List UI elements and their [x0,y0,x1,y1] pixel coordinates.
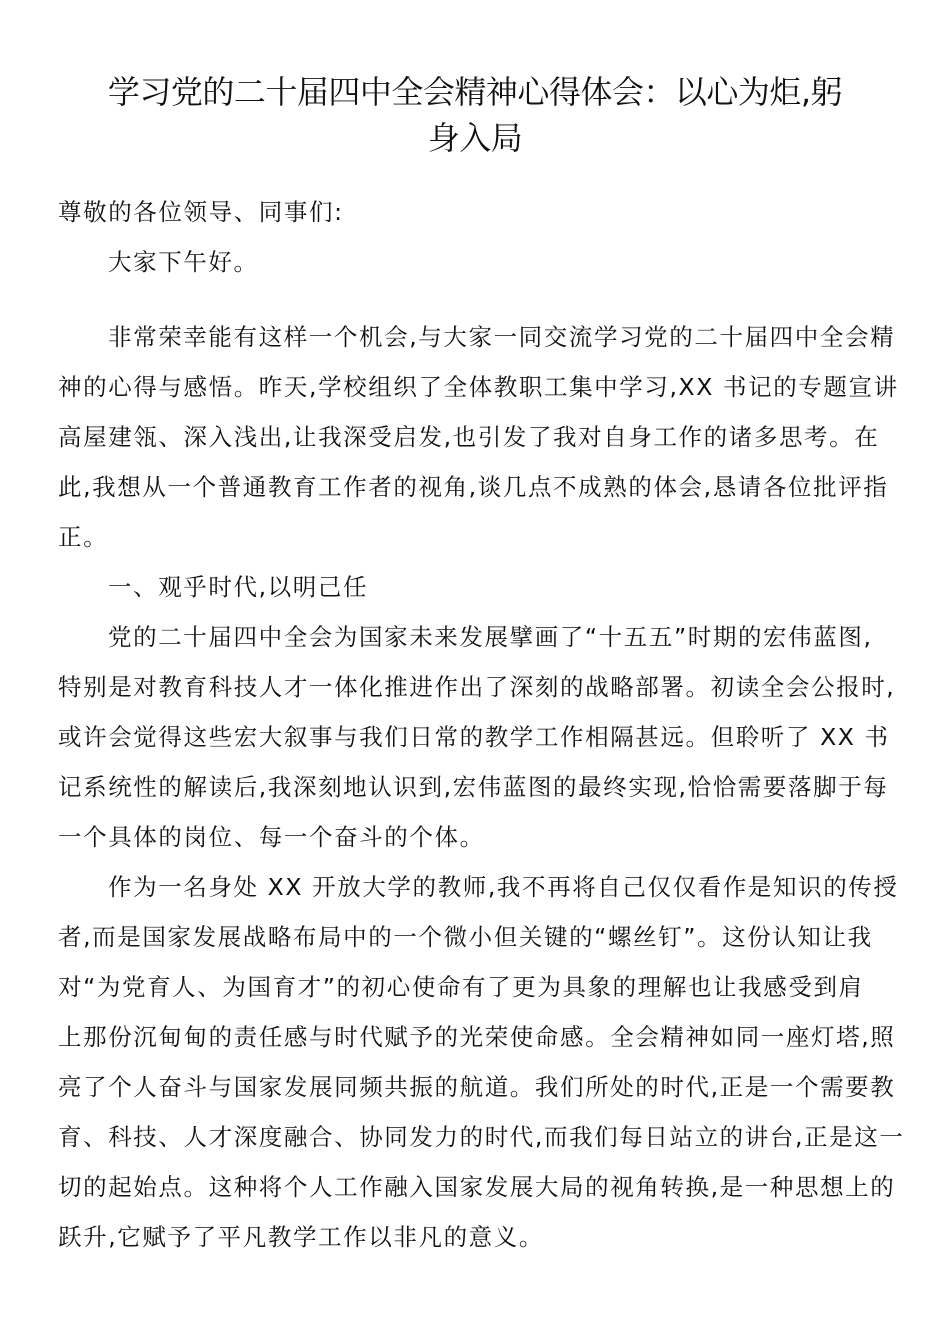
paragraph-line: 上那份沉甸甸的责任感与时代赋予的光荣使命感。全会精神如同一座灯塔,照 [58,1023,896,1051]
paragraph-line: 亮了个人奋斗与国家发展同频共振的航道。我们所处的时代,正是一个需要教 [58,1073,896,1101]
paragraph-line: 跃升,它赋予了平凡教学工作以非凡的意义。 [58,1223,544,1251]
paragraph-line: 神的心得与感悟。昨天,学校组织了全体教职工集中学习,XX 书记的专题宣讲 [58,373,899,401]
greeting: 大家下午好。 [108,248,259,276]
paragraph-line: 作为一名身处 XX 开放大学的教师,我不再将自己仅仅看作是知识的传授 [108,873,899,901]
paragraph-line: 育、科技、人才深度融合、协同发力的时代,而我们每日站立的讲台,正是这一 [58,1123,905,1151]
paragraph-line: 正。 [58,523,109,551]
salutation: 尊敬的各位领导、同事们: [58,198,344,226]
paragraph-line: 或许会觉得这些宏大叙事与我们日常的教学工作相隔甚远。但聆听了 XX 书 [58,723,890,751]
paragraph-line: 者,而是国家发展战略布局中的一个微小但关键的“螺丝钉”。这份认知让我 [58,923,873,951]
paragraph-line: 高屋建瓴、深入浅出,让我深受启发,也引发了我对自身工作的诸多思考。在 [58,423,880,451]
paragraph-line: 记系统性的解读后,我深刻地认识到,宏伟蓝图的最终实现,恰恰需要落脚于每 [58,773,889,801]
document-title-line-2: 身入局 [427,119,523,157]
paragraph-line: 此,我想从一个普通教育工作者的视角,谈几点不成熟的体会,恳请各位批评指 [58,473,889,501]
paragraph-line: 特别是对教育科技人才一体化推进作出了深刻的战略部署。初读全会公报时, [58,673,896,701]
paragraph-line: 对“为党育人、为国育才”的初心使命有了更为具象的理解也让我感受到肩 [58,973,864,1001]
document-title-line-1: 学习党的二十届四中全会精神心得体会：以心为炬,躬 [107,73,843,111]
paragraph-line: 非常荣幸能有这样一个机会,与大家一同交流学习党的二十届四中全会精 [108,323,896,351]
paragraph-line: 切的起始点。这种将个人工作融入国家发展大局的视角转换,是一种思想上的 [58,1173,896,1201]
paragraph-line: 党的二十届四中全会为国家未来发展擘画了“十五五”时期的宏伟蓝图, [108,623,873,651]
section-heading: 一、观乎时代,以明己任 [108,573,369,601]
paragraph-line: 一个具体的岗位、每一个奋斗的个体。 [58,823,485,851]
